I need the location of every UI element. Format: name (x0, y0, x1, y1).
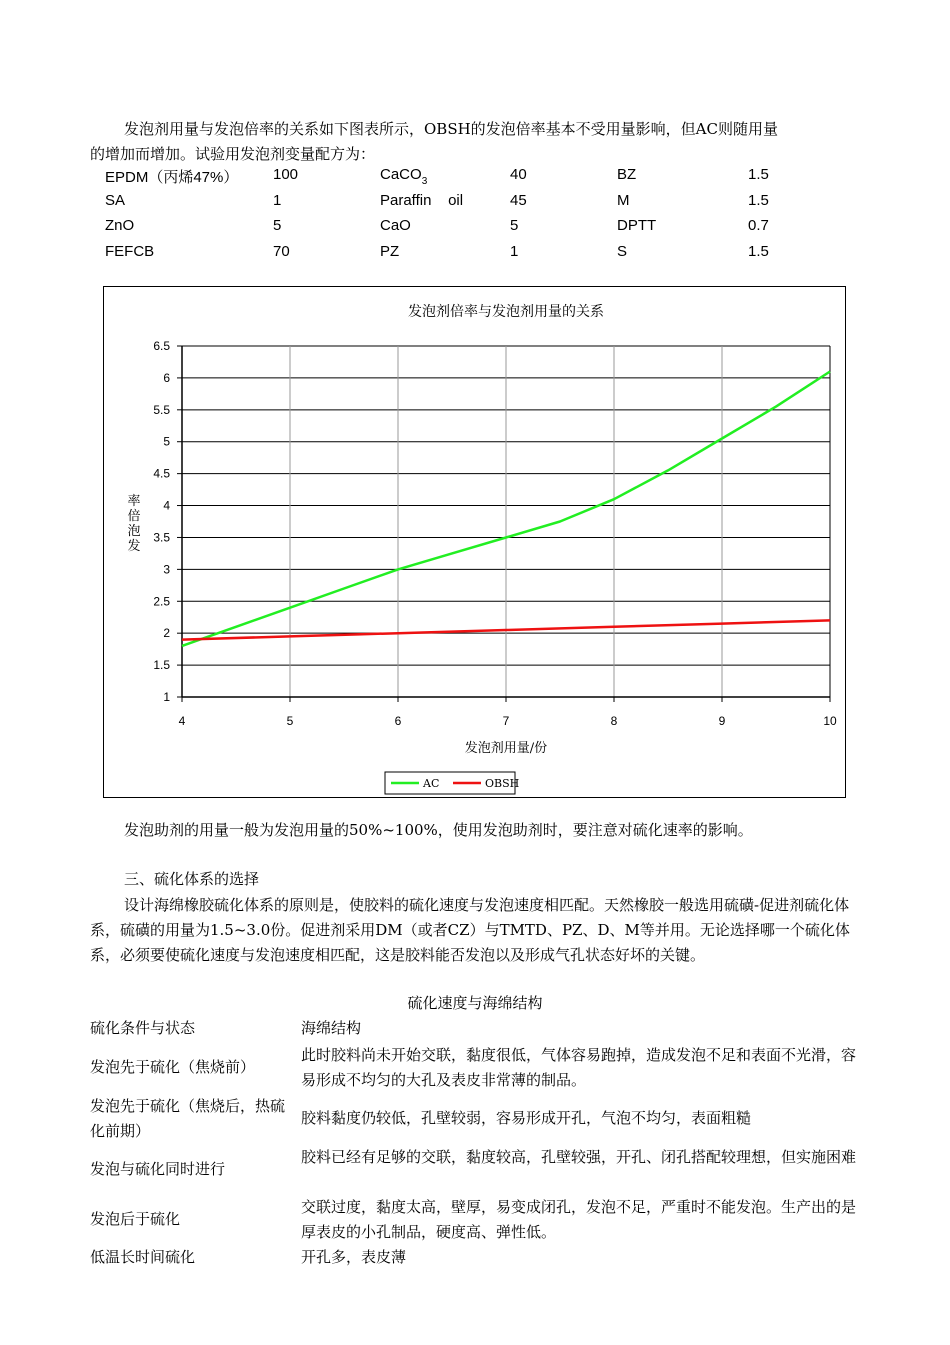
x-tick-label: 8 (610, 714, 618, 728)
x-tick-label: 6 (394, 714, 402, 728)
formula-cell: S (617, 242, 628, 260)
formula-row (105, 166, 865, 192)
y-tick-label: 5.5 (153, 402, 170, 417)
formula-cell: 40 (510, 166, 527, 183)
formula-cell (380, 166, 428, 187)
formula-cell: CaO (380, 217, 411, 234)
header-structure: 海绵结构 (301, 1019, 362, 1037)
y-tick-label: 4.5 (153, 466, 170, 481)
row-structure: 此时胶料尚未开始交联，黏度很低，气体容易跑掉，造成发泡不足和表面不光滑，容易形成不均匀的大孔及表皮非常薄的制品。 (301, 1046, 857, 1089)
formula-cell: 1.5 (748, 166, 769, 183)
y-tick-label: 1 (163, 690, 170, 704)
formula-cell: 0.7 (748, 217, 769, 234)
y-tick-label: 6.5 (153, 339, 170, 353)
formula-cell: DPTT (617, 217, 657, 234)
x-tick-label: 5 (286, 714, 294, 728)
section-title: 三、硫化体系的选择 (124, 870, 260, 888)
line-chart (104, 287, 845, 797)
header-condition: 硫化条件与状态 (90, 1019, 196, 1037)
chart-title: 发泡剂倍率与发泡剂用量的关系 (408, 304, 604, 320)
row-structure: 胶料已经有足够的交联，黏度较高，孔壁较强，开孔、闭孔搭配较理想，但实施困难 (301, 1148, 857, 1166)
row-condition: 发泡先于硫化（焦烧前） (90, 1058, 256, 1076)
row-condition: 发泡先于硫化（焦烧后，热硫化前期） (90, 1097, 286, 1140)
caco-text: CaCO (380, 166, 422, 183)
x-tick-label: 10 (823, 714, 837, 728)
formula-row (105, 192, 865, 218)
x-axis-label: 发泡剂用量/份 (464, 741, 548, 756)
row-structure: 开孔多，表皮薄 (301, 1248, 407, 1266)
x-tick-label: 9 (718, 714, 726, 728)
after-chart-text: 发泡助剂的用量一般为发泡用量的50%~100%，使用发泡助剂时，要注意对硫化速率的影响。 (124, 821, 753, 839)
y-tick-label: 5 (163, 434, 170, 449)
y-tick-label: 2 (163, 626, 170, 641)
subscript-3: 3 (421, 176, 428, 187)
y-axis-label-char: 发 (127, 539, 141, 554)
row-condition: 低温长时间硫化 (90, 1248, 196, 1266)
formula-cell: SA (105, 191, 126, 209)
formula-cell: 1 (510, 242, 519, 260)
formula-cell: 70 (273, 242, 290, 260)
formula-cell: 5 (273, 217, 282, 234)
formula-cell: FEFCB (105, 242, 155, 260)
formula-cell: 45 (510, 191, 527, 209)
row-condition: 发泡与硫化同时进行 (90, 1160, 226, 1178)
y-tick-label: 3 (163, 562, 170, 577)
row-condition: 发泡后于硫化 (90, 1210, 181, 1228)
legend-label: AC (423, 777, 440, 790)
y-axis-label-char: 倍 (127, 509, 141, 524)
formula-cell: M (617, 191, 630, 209)
formula-cell: EPDM（丙烯47%） (105, 169, 239, 186)
row-structure: 胶料黏度仍较低，孔壁较弱，容易形成开孔，气泡不均匀，表面粗糙 (301, 1109, 752, 1127)
x-tick-label: 7 (502, 714, 510, 728)
formula-cell: 100 (273, 166, 299, 183)
formula-cell: 1.5 (748, 242, 769, 260)
legend-label: OBSH (485, 777, 520, 790)
section-paragraph: 设计海绵橡胶硫化体系的原则是，使胶料的硫化速度与发泡速度相匹配。天然橡胶一般选用硫磺-促进剂硫化体系，硫磺的用量为1.5~3.0份。促进剂采用DM（或者CZ）与TMTD、PZ、D、M等并用。无论选择哪一个硫化体系，必须要使硫化速度与发泡速度相匹配，这是胶料能否发泡以及形成气孔状态好坏的关键。 (90, 896, 850, 964)
formula-cell: Paraffin oil (380, 191, 464, 209)
y-axis-label-char: 率 (127, 494, 141, 509)
y-axis-label-char: 泡 (127, 524, 141, 539)
formula-cell: 1 (273, 191, 282, 209)
formula-cell: ZnO (105, 217, 135, 234)
formula-row (105, 217, 865, 243)
row-structure: 交联过度，黏度太高，壁厚，易变成闭孔，发泡不足，严重时不能发泡。生产出的是厚表皮的小孔制品，硬度高、弹性低。 (301, 1198, 857, 1241)
table-title: 硫化速度与海绵结构 (407, 994, 543, 1012)
chart-container (103, 286, 846, 798)
formula-table (105, 166, 865, 268)
x-tick-label: 4 (178, 714, 186, 728)
formula-cell: 5 (510, 217, 519, 234)
y-tick-label: 1.5 (153, 658, 170, 673)
intro-line-1: 发泡剂用量与发泡倍率的关系如下图表所示，OBSH的发泡倍率基本不受用量影响，但AC则随用量 (124, 120, 778, 138)
y-tick-label: 2.5 (153, 594, 170, 609)
y-tick-label: 3.5 (153, 530, 170, 545)
formula-cell: BZ (617, 166, 637, 183)
y-tick-label: 4 (163, 498, 170, 513)
y-tick-label: 6 (163, 370, 170, 385)
formula-cell: PZ (380, 242, 400, 260)
formula-cell: 1.5 (748, 191, 769, 209)
intro-line-2: 的增加而增加。试验用发泡剂变量配方为： (90, 145, 376, 163)
formula-row (105, 243, 865, 269)
